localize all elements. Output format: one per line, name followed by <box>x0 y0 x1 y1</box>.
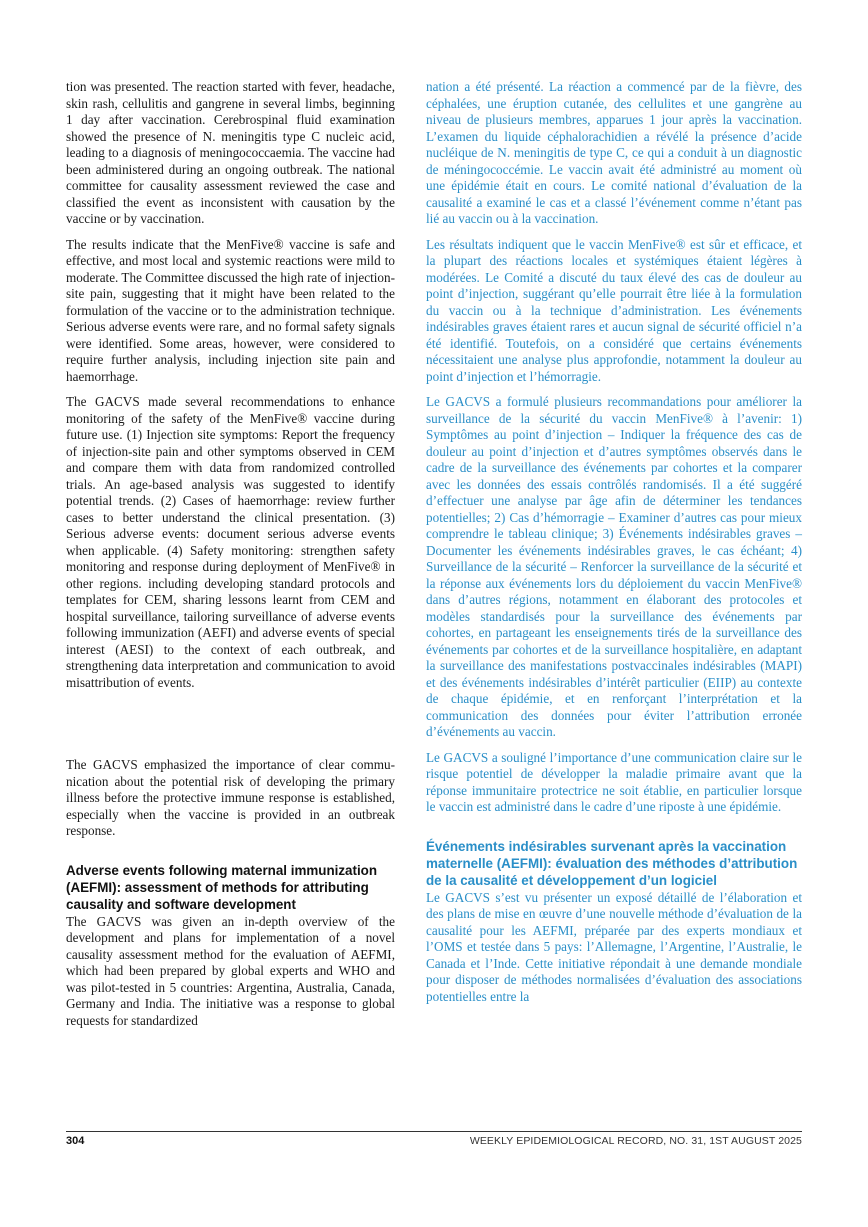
footer-rule <box>66 1131 802 1132</box>
french-column <box>426 79 802 1014</box>
fr-paragraph-recommendations: Le GACVS a formulé plusieurs recommandations pour améliorer la surveillance de la sécurité du vaccin MenFive® à l’avenir: 1) Symptômes au point d’injection – Indiquer la fréquence des cas de douleur au point d’injection et d’autres symptômes observés dans le cadre de la surveillance des événements par cohortes et la comparer avec les données des essais contrôlés randomisés. Il a été suggéré d’effectuer une analyse par âge afin de déterminer les tendances potentielles; 2) Cas d’hémorragie – Examiner d’autres cas pour mieux comprendre le tableau clinique; 3) Événements indésirables graves – Documenter les événements indésirables graves, le cas échéant; 4) Surveillance de la sécurité – Renforcer la surveillance de la sécurité et la réponse aux événements lors du déploiement du vaccin MenFive® dans d’autres régions, notamment en élaborant des protocoles et modèles standardisés pour la surveillance des événements par cohortes, en partageant les enseignements tirés de la surveillance des événements par cohortes et de la surveillance hospitalière, en adaptant la surveillance des manifestations postvaccinales indésirables (MAPI) et des événements indésirables d’intérêt particulier (EIIP) au contexte de chaque épidémie, et en renforçant l’interprétation et la communication des données pour éviter l’attribution erronée d’événements au vaccin. <box>426 394 802 739</box>
fr-section-heading: Événements indésirables survenant après la vaccination maternelle (AEFMI): évaluation des méthodes d’attribution de la causalité et développement d’un logiciel <box>426 838 798 888</box>
fr-paragraph-results: Les résultats indiquent que le vaccin MenFive® est sûr et efficace, et la plupart des réactions locales et systémiques étaient légères à modérées. Le Comité a discuté du taux élevé des cas de douleur au point d’injection, suggérant qu’elle pourrait être liée à la formulation du vaccin ou à la technique d’administration. Les événements indésirables graves étaient rares et aucun signal de sécurité officiel n’a été identifié. Toutefois, on a considéré que certains événements nécessitaient une analyse plus approfondie, notamment la douleur au point d’injection et l’hémorragie. <box>426 236 802 384</box>
en-paragraph-aefmi: The GACVS was given an in-depth overview of the development and plans for implementation of a novel causality assessment method for the evaluation of AEFMI, which had been prepared by global experts and WHO and was pilot-tested in 5 countries: Argentina, Australia, Canada, Germany and India. The initiative was a response to global requests for standardized <box>66 913 395 1028</box>
fr-paragraph-aefmi: Le GACVS s’est vu présenter un exposé détaillé de l’élaboration et des plans de mise en œuvre d’une nouvelle méthode d’évaluation de la causalité pour les AEFMI, préparée par des experts mondiaux et l’OMS et testée dans 5 pays: l’Allemagne, l’Argentine, l’Australie, le Canada et l’Inde. Cette initiative répondait à une demande mondiale pour disposer de méthodes normalisées d’évaluation des associations potentielles entre la <box>426 889 802 1004</box>
en-paragraph-results: The results indicate that the MenFive® vaccine is safe and effective, and most local and systemic reactions were mild to moderate. The Committee discussed the high rate of injection-site pain, suggesting that it might have been related to the formulation of the vaccine or to the administration technique. Serious adverse events were rare, and no formal safety signals were identified. Some areas, however, were considered to require further analysis, including injection site pain and haemorrhage. <box>66 236 395 384</box>
en-column-gap <box>66 700 395 757</box>
page-number: 304 <box>66 1135 85 1147</box>
fr-paragraph-case: nation a été présenté. La réaction a commencé par de la fièvre, des céphalées, une éruption cutanée, des cellulites et une gangrène au niveau de plusieurs membres, apparues 1 jour après la vaccination. L’examen du liquide céphalorachidien a révélé la présence d’acide nucléique de N. meningitis de type C, ce qui a conduit à un diagnostic de méningococcémie. Le vaccin avait été administré au moment où une épidémie était en cours. Le comité national d’évaluation de la causalité a examiné le cas et a classé l’événement comme n’étant pas lié au vaccin ou à la vaccination. <box>426 79 802 226</box>
running-title: WEEKLY EPIDEMIOLOGICAL RECORD, NO. 31, 1ST AUGUST 2025 <box>469 1135 802 1147</box>
english-column <box>66 79 395 1038</box>
fr-paragraph-communication: Le GACVS a souligné l’importance d’une communication claire sur le risque potentiel de développer la maladie primaire avant que la réponse immunitaire protectrice ne soit établie, en particulier lorsque le vaccin est administré dans le cadre d’une riposte à une épidémie. <box>426 749 802 814</box>
en-section-heading: Adverse events following maternal immunization (AEFMI): assessment of methods for attributing causality and software development <box>66 862 378 912</box>
en-paragraph-communication: The GACVS emphasized the importance of clear communication about the potential risk of developing the primary illness before the protective immune response is established, especially when the vaccine is provided in an outbreak response. <box>66 757 395 838</box>
en-paragraph-recommendations: The GACVS made several recommendations to enhance monitoring of the safety of the MenFive® vaccine during future use. (1) Injection site symptoms: Report the frequency of injection-site pain and other symptoms observed in CEM and compare them with data from randomized controlled trials. An age-based analysis was suggested to identify potential trends. (2) Cases of haemorrhage: review further cases to better understand the clinical presentation. (3) Serious adverse events: document serious adverse events when applicable. (4) Safety monitoring: strengthen safety monitoring and response during deployment of MenFive® in other regions. including developing standard protocols and templates for CEM, sharing lessons learnt from CEM and hospital surveillance, tailoring surveillance of adverse events following immunization (AEFI) and adverse events of special interest (AESI) to the context of each outbreak, and strengthening data interpretation and communication to avoid misattribution of events. <box>66 394 395 690</box>
en-paragraph-case: tion was presented. The reaction started with fever, headache, skin rash, cellulitis and gangrene in several limbs, beginning 1 day after vaccination. Cerebrospinal fluid examination showed the presence of N. meningitis type C nucleic acid, leading to a diagnosis of meningococcaemia. The vaccine had been administered during an ongoing outbreak. The national committee for causality assessment reviewed the case and classified the event as inconsistent with causation by the vaccine or by vaccination. <box>66 79 395 226</box>
